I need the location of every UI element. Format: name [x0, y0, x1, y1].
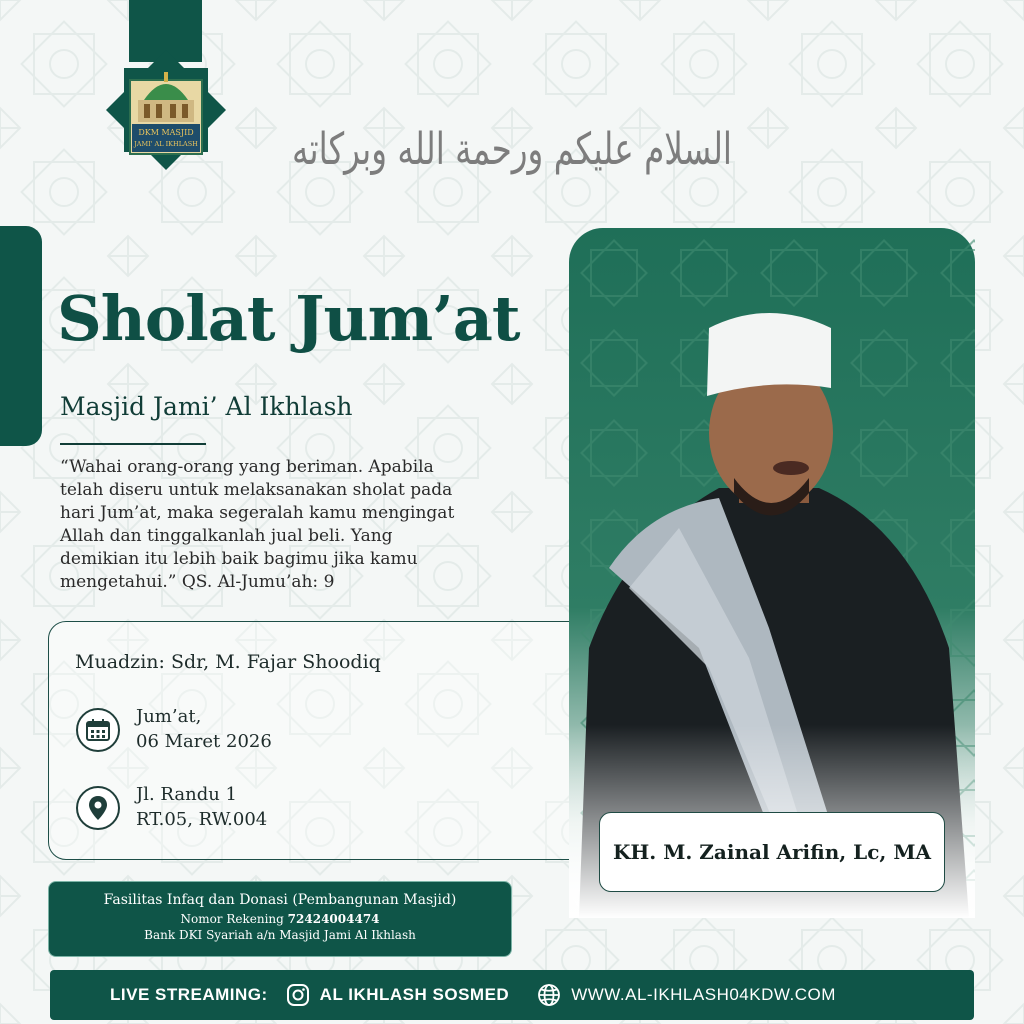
live-streaming-label: LIVE STREAMING:	[110, 985, 268, 1004]
calendar-icon	[76, 708, 120, 752]
imam-name: KH. M. Zainal Arifin, Lc, MA	[599, 812, 945, 892]
salam-text: السلام عليكم ورحمة الله وبركاته	[292, 124, 732, 175]
address-detail	[136, 782, 267, 832]
quran-quote: “Wahai orang-orang yang beriman. Apabila telah diseru untuk melaksanakan sholat pada hari Jum’at, maka segeralah kamu mengingat Allah dan tinggalkanlah jual beli. Yang demikian itu lebih baik bagimu jika kamu mengetahui.” QS. Al-Jumu’ah: 9	[60, 457, 455, 592]
address-line2: RT.05, RW.004	[136, 809, 268, 830]
website-url: WWW.AL-IKHLASH04KDW.COM	[571, 985, 836, 1004]
title-divider	[60, 443, 206, 445]
left-accent-tab	[0, 226, 42, 446]
instagram-link[interactable]	[286, 983, 510, 1007]
account-number: 72424004474	[287, 912, 380, 926]
bank-info: Bank DKI Syariah a/n Masjid Jami Al Ikhlash	[144, 928, 416, 942]
account-label: Nomor Rekening	[180, 912, 284, 926]
footer-bar	[50, 970, 974, 1020]
logo-text-line2: JAMI' AL IKHLASH	[134, 140, 198, 148]
salam-calligraphy	[282, 98, 742, 190]
mosque-name: Masjid Jami’ Al Ikhlash	[60, 392, 353, 421]
infaq-heading: Fasilitas Infaq dan Donasi (Pembangunan Masjid)	[103, 892, 457, 908]
address-line1: Jl. Randu 1	[136, 784, 237, 805]
map-pin-icon	[76, 786, 120, 830]
mosque-logo	[104, 48, 228, 172]
instagram-handle: AL IKHLASH SOSMED	[319, 985, 510, 1004]
website-link[interactable]	[537, 983, 836, 1007]
instagram-icon	[286, 983, 310, 1007]
muadzin-text: Muadzin: Sdr, M. Fajar Shoodiq	[75, 651, 381, 673]
date-day: Jum’at,	[136, 706, 202, 727]
date-detail	[136, 704, 272, 754]
infaq-box	[48, 881, 512, 957]
page-title: Sholat Jum’at	[57, 282, 520, 355]
globe-icon	[537, 983, 561, 1007]
date-value: 06 Maret 2026	[136, 731, 272, 752]
logo-text-line1: DKM MASJID	[138, 128, 194, 137]
